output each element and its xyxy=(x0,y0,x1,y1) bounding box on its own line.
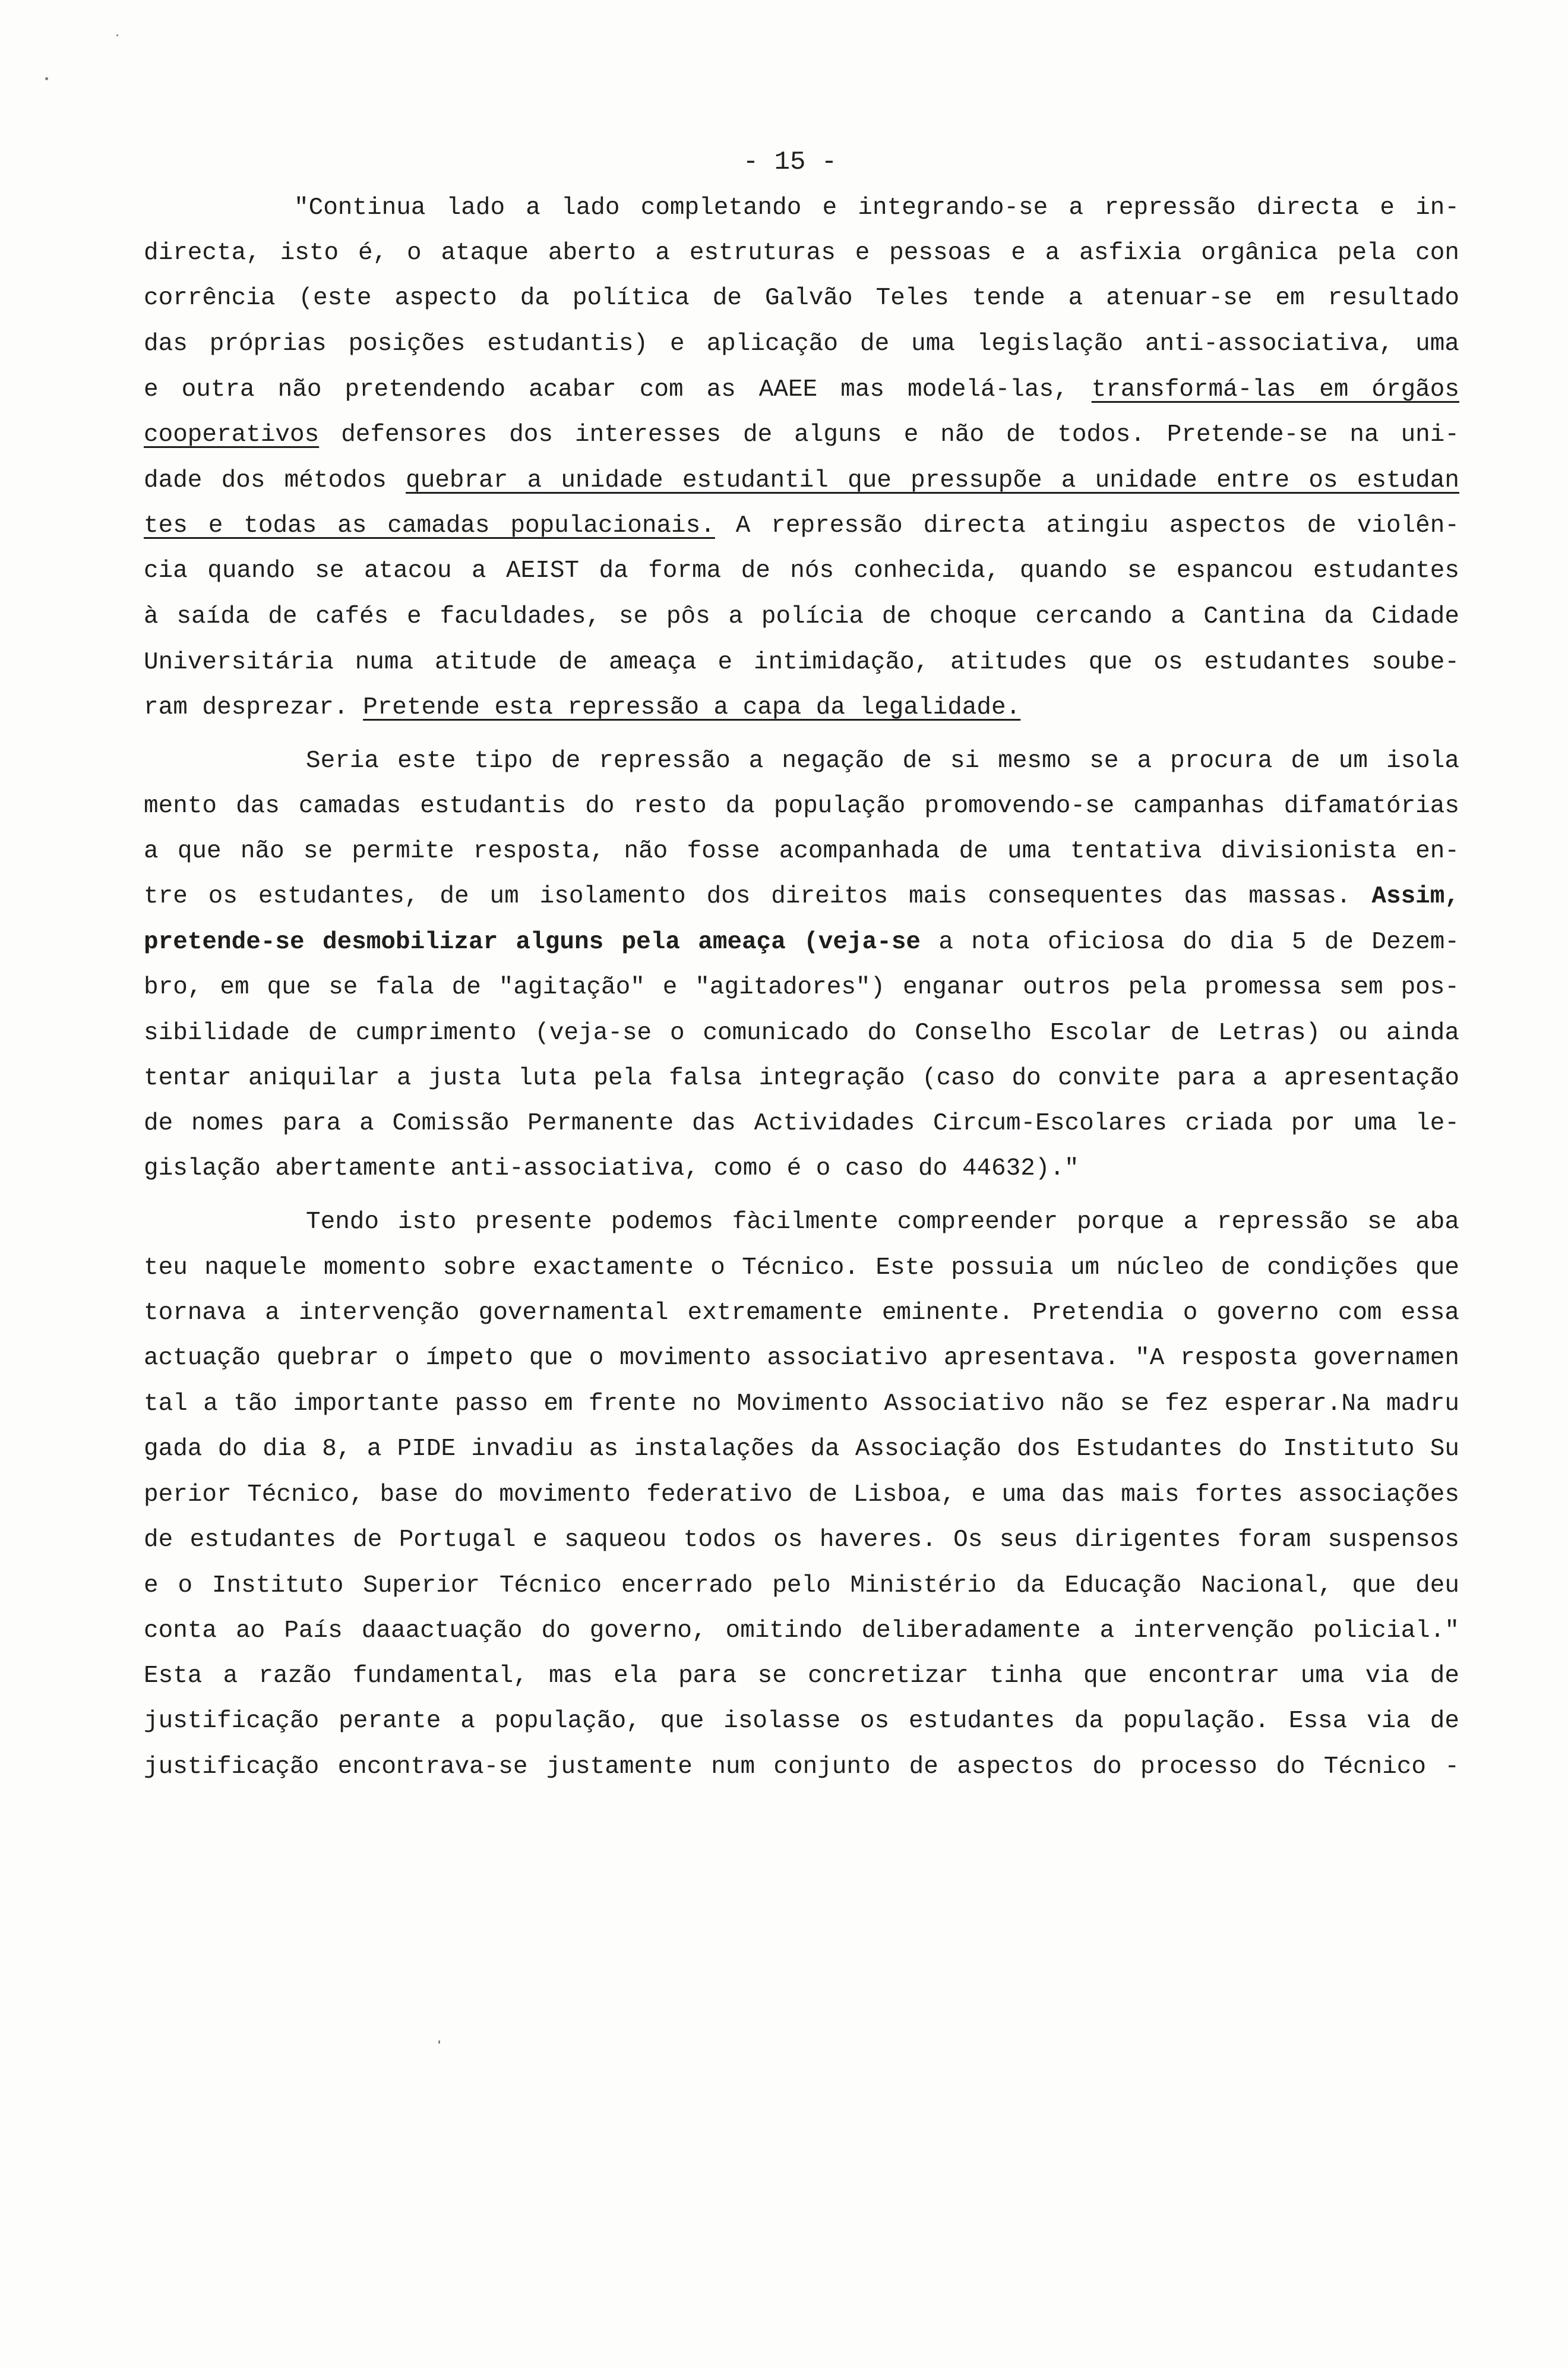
text-line: actuação quebrar o ímpeto que o movimento associativo apresentava. "A resposta governamen xyxy=(144,1345,1459,1372)
text-line: conta ao País daaactuação do governo, omitindo deliberadamente a intervenção policial." xyxy=(144,1617,1459,1645)
text-line: e outra não pretendendo acabar com as AAEE mas modelá-las, transformá-las em órgãos xyxy=(144,376,1459,403)
text-line: mento das camadas estudantis do resto da população promovendo-se campanhas difamatórias xyxy=(144,793,1459,820)
underlined-phrase: tes e todas as camadas populacionais. xyxy=(144,512,715,539)
text-line: à saída de cafés e faculdades, se pôs a polícia de choque cercando a Cantina da Cidade xyxy=(144,603,1459,630)
underlined-phrase: cooperativos xyxy=(144,421,320,449)
underlined-phrase: Pretende esta repressão a capa da legalidade. xyxy=(363,694,1021,721)
text-line: tre os estudantes, de um isolamento dos direitos mais consequentes das massas. Assim, xyxy=(144,883,1459,910)
text-line: de nomes para a Comissão Permanente das Actividades Circum-Escolares criada por uma le- xyxy=(144,1110,1459,1137)
text-line: ram desprezar. Pretende esta repressão a capa da legalidade. xyxy=(144,694,1021,721)
text-line: das próprias posições estudantis) e aplicação de uma legislação anti-associativa, uma xyxy=(144,330,1459,358)
text-line: dade dos métodos quebrar a unidade estudantil que pressupõe a unidade entre os estudan xyxy=(144,467,1459,494)
text-line: a que não se permite resposta, não fosse acompanhada de uma tentativa divisionista en- xyxy=(144,838,1459,865)
text-line: teu naquele momento sobre exactamente o Técnico. Este possuia um núcleo de condições que xyxy=(144,1254,1459,1282)
text-line: e o Instituto Superior Técnico encerrado pelo Ministério da Educação Nacional, que deu xyxy=(144,1572,1459,1599)
text-line: "Continua lado a lado completando e integrando-se a repressão directa e in- xyxy=(294,194,1459,222)
scan-speck xyxy=(45,77,48,80)
text-line: pretende-se desmobilizar alguns pela ameaça (veja-se a nota oficiosa do dia 5 de Dezem- xyxy=(144,929,1459,956)
text-line: tes e todas as camadas populacionais. A repressão directa atingiu aspectos de violên- xyxy=(144,512,1459,539)
text-line: de estudantes de Portugal e saqueou todos os haveres. Os seus dirigentes foram suspensos xyxy=(144,1526,1459,1554)
text-line: cooperativos defensores dos interesses de alguns e não de todos. Pretende-se na uni- xyxy=(144,421,1459,449)
text-line: corrência (este aspecto da política de Galvão Teles tende a atenuar-se em resultado xyxy=(144,285,1459,312)
text-line: justificação perante a população, que isolasse os estudantes da população. Essa via de xyxy=(144,1708,1459,1735)
text-line: tentar aniquilar a justa luta pela falsa integração (caso do convite para a apresentação xyxy=(144,1065,1459,1092)
underlined-phrase: quebrar a unidade estudantil que pressupõe a unidade entre os estudan xyxy=(406,467,1459,494)
text-line: directa, isto é, o ataque aberto a estruturas e pessoas e a asfixia orgânica pela con xyxy=(144,239,1459,267)
text-line: tal a tão importante passo em frente no Movimento Associativo não se fez esperar.Na madru xyxy=(144,1390,1459,1418)
text-line: Seria este tipo de repressão a negação de si mesmo se a procura de um isola xyxy=(306,747,1459,775)
text-line: gada do dia 8, a PIDE invadiu as instalações da Associação dos Estudantes do Instituto Su xyxy=(144,1435,1459,1463)
text-line: justificação encontrava-se justamente num conjunto de aspectos do processo do Técnico - xyxy=(144,1753,1459,1781)
text-line: gislação abertamente anti-associativa, como é o caso do 44632)." xyxy=(144,1155,1079,1182)
underlined-phrase: transformá-las em órgãos xyxy=(1091,376,1459,403)
text-line: Esta a razão fundamental, mas ela para se concretizar tinha que encontrar uma via de xyxy=(144,1662,1459,1690)
page-number: - 15 - xyxy=(742,147,837,177)
scan-speck xyxy=(116,34,118,36)
text-line: Universitária numa atitude de ameaça e intimidação, atitudes que os estudantes soube- xyxy=(144,649,1459,676)
text-line: Tendo isto presente podemos fàcilmente compreender porque a repressão se aba xyxy=(306,1208,1459,1236)
text-line: sibilidade de cumprimento (veja-se o comunicado do Conselho Escolar de Letras) ou ainda xyxy=(144,1020,1459,1047)
bold-phrase: pretende-se desmobilizar alguns pela ameaça (veja-se xyxy=(144,929,921,956)
text-line: tornava a intervenção governamental extremamente eminente. Pretendia o governo com essa xyxy=(144,1299,1459,1327)
bold-word: Assim, xyxy=(1371,883,1459,910)
scan-speck xyxy=(438,2040,440,2044)
text-line: cia quando se atacou a AEIST da forma de nós conhecida, quando se espancou estudantes xyxy=(144,557,1459,585)
text-line: perior Técnico, base do movimento federativo de Lisboa, e uma das mais fortes associações xyxy=(144,1481,1459,1508)
text-line: bro, em que se fala de "agitação" e "agitadores") enganar outros pela promessa sem pos- xyxy=(144,974,1459,1001)
